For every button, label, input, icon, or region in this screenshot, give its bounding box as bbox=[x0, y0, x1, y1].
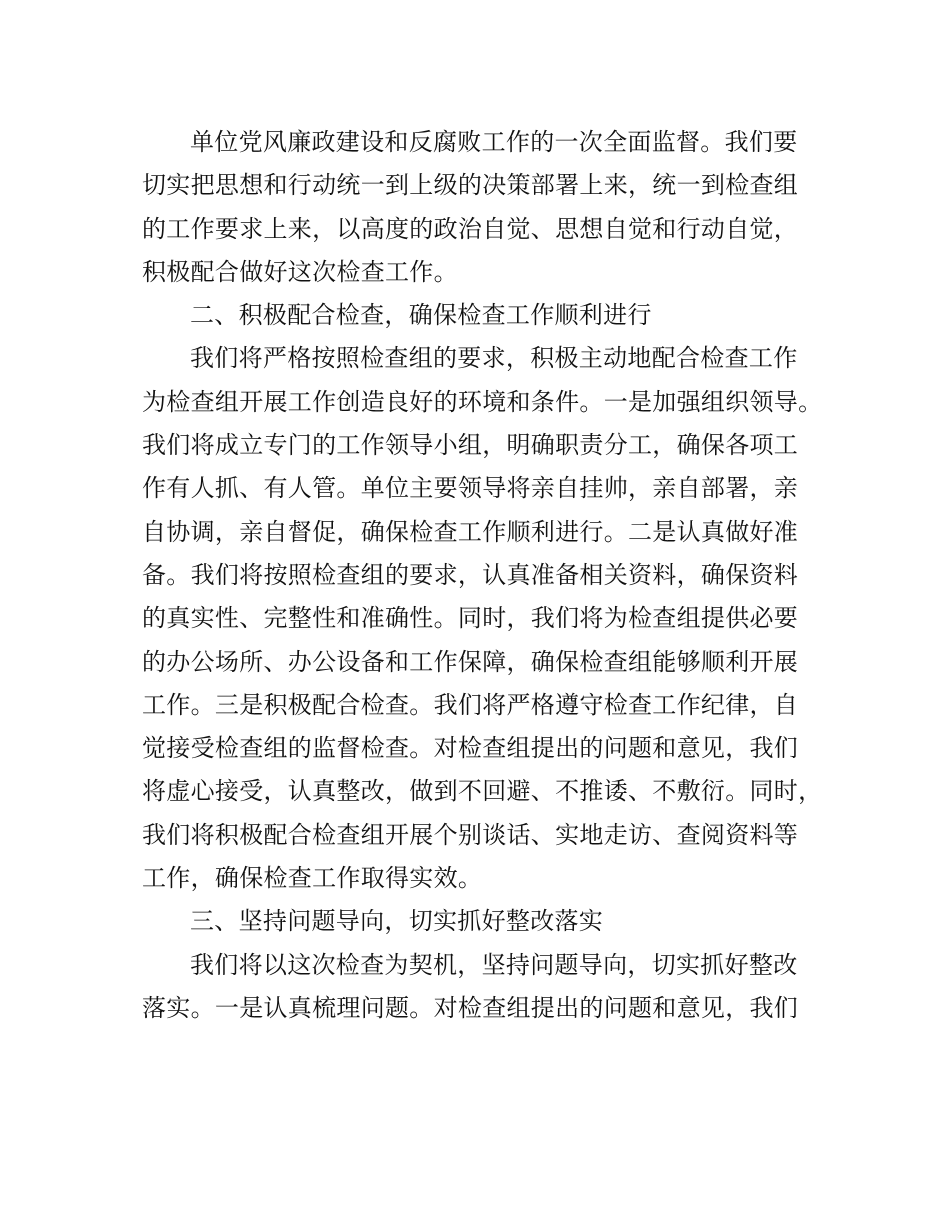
paragraph-3-line-2: 落实。一是认真梳理问题。对检查组提出的问题和意见，我们 bbox=[142, 993, 799, 1022]
paragraph-2-line-13: 工作，确保检查工作取得实效。 bbox=[142, 864, 483, 893]
paragraph-2-line-9: 工作。三是积极配合检查。我们将严格遵守检查工作纪律，自 bbox=[142, 690, 799, 719]
section-heading-3: 三、坚持问题导向，切实抓好整改落实 bbox=[190, 907, 604, 936]
paragraph-2-line-8: 的办公场所、办公设备和工作保障，确保检查组能够顺利开展 bbox=[142, 647, 799, 676]
paragraph-3-line-1: 我们将以这次检查为契机，坚持问题导向，切实抓好整改 bbox=[190, 950, 798, 979]
section-heading-2: 二、积极配合检查，确保检查工作顺利进行 bbox=[190, 301, 652, 330]
paragraph-2-line-11: 将虚心接受，认真整改，做到不回避、不推诿、不敷衍。同时， bbox=[142, 777, 823, 806]
paragraph-1-line-4: 积极配合做好这次检查工作。 bbox=[142, 257, 458, 286]
paragraph-2-line-1: 我们将严格按照检查组的要求，积极主动地配合检查工作 bbox=[190, 344, 798, 373]
paragraph-1-line-1: 单位党风廉政建设和反腐败工作的一次全面监督。我们要 bbox=[190, 128, 798, 156]
paragraph-2-line-3: 我们将成立专门的工作领导小组，明确职责分工，确保各项工 bbox=[142, 431, 799, 460]
paragraph-2-line-5: 自协调，亲自督促，确保检查工作顺利进行。二是认真做好准 bbox=[142, 517, 799, 546]
paragraph-2-line-4: 作有人抓、有人管。单位主要领导将亲自挂帅，亲自部署，亲 bbox=[142, 474, 799, 503]
document-body bbox=[142, 121, 837, 1030]
paragraph-2-line-12: 我们将积极配合检查组开展个别谈话、实地走访、查阅资料等 bbox=[142, 820, 799, 849]
paragraph-2-line-6: 备。我们将按照检查组的要求，认真准备相关资料，确保资料 bbox=[142, 560, 799, 589]
paragraph-2-line-2: 为检查组开展工作创造良好的环境和条件。一是加强组织领导。 bbox=[142, 387, 823, 416]
paragraph-2-line-10: 觉接受检查组的监督检查。对检查组提出的问题和意见，我们 bbox=[142, 734, 799, 763]
paragraph-1-line-3: 的工作要求上来，以高度的政治自觉、思想自觉和行动自觉， bbox=[142, 214, 799, 243]
paragraph-1-line-2: 切实把思想和行动统一到上级的决策部署上来，统一到检查组 bbox=[142, 171, 799, 200]
paragraph-2-line-7: 的真实性、完整性和准确性。同时，我们将为检查组提供必要 bbox=[142, 604, 799, 633]
